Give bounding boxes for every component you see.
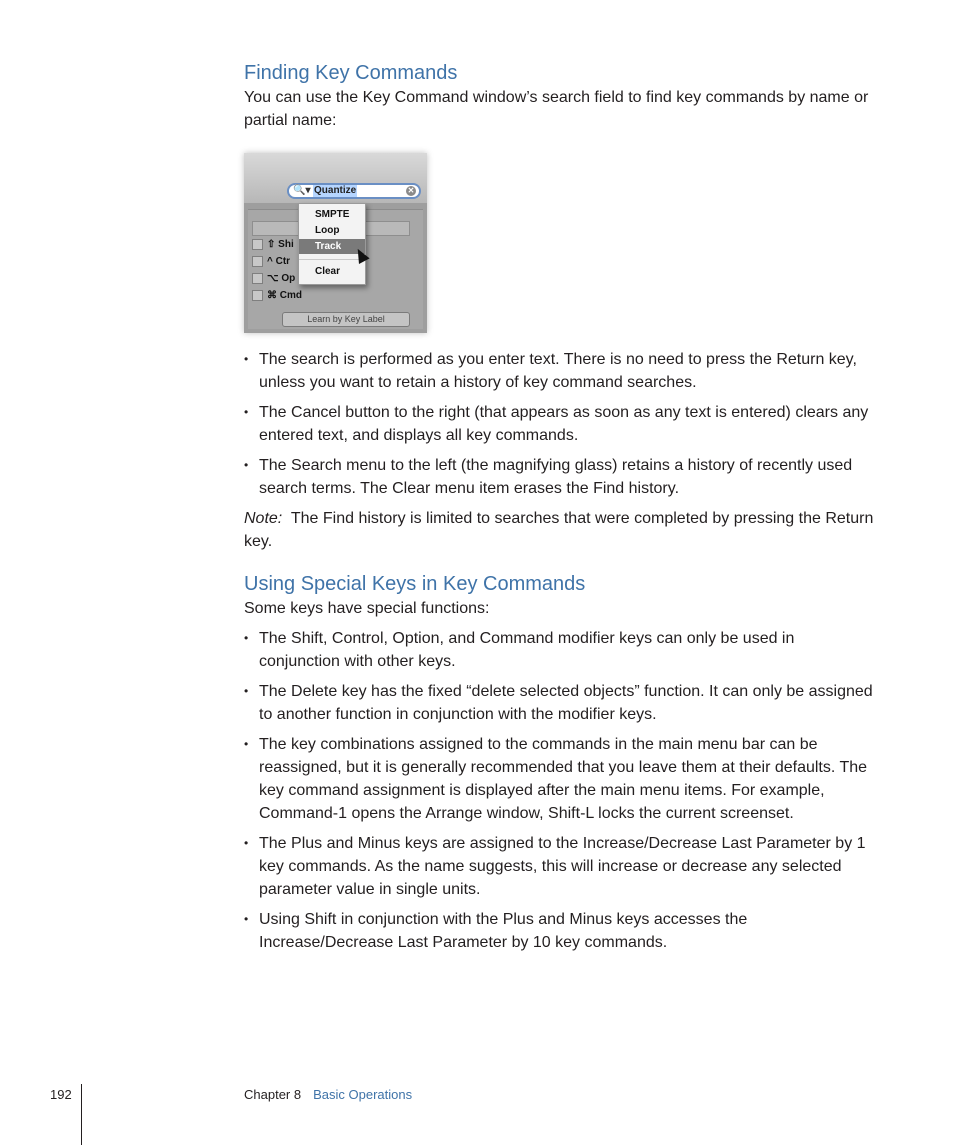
list-item: • The Delete key has the fixed “delete selected objects” function. It can only be assigned to another function in conjunction with the modifier keys. (244, 680, 876, 726)
list-item: • The Search menu to the left (the magnifying glass) retains a history of recently used search terms. The Clear menu item erases the Find history. (244, 454, 876, 500)
menu-separator (299, 259, 365, 260)
list-item: • Using Shift in conjunction with the Plus and Minus keys accesses the Increase/Decrease Last Parameter by 10 key commands. (244, 908, 876, 954)
footer-rule (81, 1084, 82, 1145)
section-intro: You can use the Key Command window’s search field to find key commands by name or partial name: (244, 89, 869, 129)
modifier-row-control: ^ Ctr (252, 256, 290, 270)
checkbox[interactable] (252, 239, 263, 250)
option-symbol-icon: ⌥ (267, 273, 279, 285)
section-intro: Some keys have special functions: (244, 600, 490, 617)
search-history-menu (298, 203, 366, 285)
checkbox[interactable] (252, 273, 263, 284)
section-heading-finding: Finding Key Commands (244, 62, 458, 84)
list-item: • The Plus and Minus keys are assigned to the Increase/Decrease Last Parameter by 1 key commands. As the name suggests, this will increase or decrease any selected parameter value in single units. (244, 832, 876, 901)
list-item: • The search is performed as you enter text. There is no need to press the Return key, unless you want to retain a history of key command searches. (244, 348, 876, 394)
chapter-label: Chapter 8 (244, 1087, 302, 1102)
search-value: Quantize (314, 185, 357, 196)
chapter-footer (244, 1087, 412, 1102)
search-input[interactable] (287, 183, 421, 199)
menu-item-track[interactable]: Track (299, 239, 365, 254)
control-symbol-icon: ^ (267, 256, 273, 268)
list-item: • The key combinations assigned to the commands in the main menu bar can be reassigned, but it is generally recommended that you leave them at their defaults. The key command assignment is displayed after the main menu items. For example, Command-1 opens the Arrange window, Shift-L locks the current screenset. (244, 733, 876, 825)
search-menu-icon[interactable]: 🔍▾ (293, 185, 311, 196)
menu-item-smpte[interactable]: SMPTE (315, 209, 350, 220)
menu-item-clear[interactable]: Clear (315, 266, 341, 277)
checkbox[interactable] (252, 290, 263, 301)
modifier-row-shift: ⇧ Shi (252, 239, 294, 253)
chapter-title: Basic Operations (313, 1087, 413, 1102)
command-symbol-icon: ⌘ (267, 290, 277, 302)
section-heading-special-keys: Using Special Keys in Key Commands (244, 573, 586, 595)
note-label: Note: (244, 510, 283, 527)
menu-item-loop[interactable]: Loop (315, 225, 340, 236)
bullet-list-special-keys (244, 627, 876, 954)
note-text: The Find history is limited to searches that were completed by pressing the Return key. (244, 510, 874, 550)
learn-by-key-label-button[interactable]: Learn by Key Label (282, 312, 410, 327)
bullet-list-finding (244, 348, 876, 500)
shift-symbol-icon: ⇧ (267, 239, 276, 251)
checkbox[interactable] (252, 256, 263, 267)
page-number: 192 (50, 1087, 72, 1102)
modifier-row-option: ⌥ Op (252, 273, 295, 287)
list-item: • The Cancel button to the right (that appears as soon as any text is entered) clears any entered text, and displays all key commands. (244, 401, 876, 447)
modifier-row-command: ⌘ Cmd (252, 290, 302, 304)
note-paragraph (244, 507, 876, 553)
list-item: • The Shift, Control, Option, and Command modifier keys can only be used in conjunction with other keys. (244, 627, 876, 673)
clear-search-icon[interactable]: ✕ (407, 186, 415, 195)
key-command-search-screenshot (244, 153, 427, 333)
